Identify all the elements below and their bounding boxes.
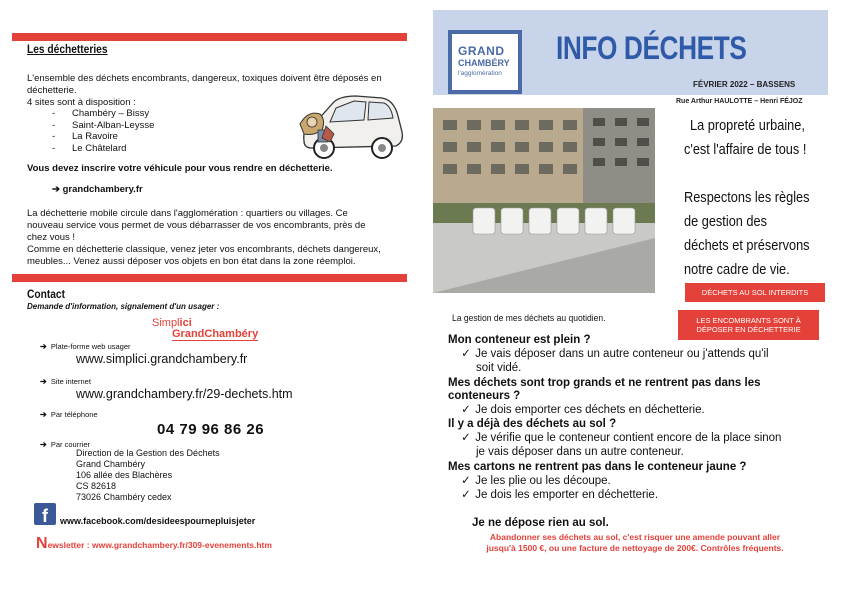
label: Par courrier (50, 440, 91, 449)
fine-warning (440, 532, 830, 554)
site-item: - La Ravoire (52, 131, 154, 143)
arrow-right-icon: ➔ (52, 184, 63, 195)
text-line: Comme en déchetterie classique, venez jeter vos encombrants, déchets dangereux, (27, 244, 381, 255)
site-item: - Chambéry – Bissy (52, 108, 154, 120)
faq-answer (448, 347, 818, 375)
rules-line: déchets et préservons (684, 238, 810, 254)
site-url[interactable]: www.grandchambery.fr/29-dechets.htm (76, 387, 293, 401)
arrow-right-icon: ➔ (40, 342, 47, 351)
text-line: nouveau service vous permet de vous débarrasser de vos encombrants, près de (27, 220, 366, 231)
check-icon: ✓ (461, 404, 471, 416)
facebook-icon[interactable]: f (34, 503, 56, 525)
arrow-right-icon: ➔ (40, 410, 47, 419)
web-platform-url[interactable]: www.simplici.grandchambery.fr (76, 352, 248, 366)
slogan-line-1: La propreté urbaine, (690, 118, 805, 134)
rules-line: de gestion des (684, 214, 768, 230)
faq-section (448, 334, 818, 502)
building-photo (433, 108, 655, 293)
no-ground-statement: Je ne dépose rien au sol. (472, 517, 609, 529)
question-line: Mes déchets sont trop grands et ne rentrent pas dans les (448, 377, 761, 389)
check-icon: ✓ (461, 489, 471, 501)
faq-question: Mon conteneur est plein ? (448, 334, 591, 346)
question-line: conteneurs ? (448, 390, 521, 402)
answer-text: Je vérifie que le conteneur contient encore de la place sinon (475, 432, 782, 444)
intro-line: L'ensemble des déchets encombrants, dangereux, toxiques doivent être déposés en (27, 73, 382, 84)
section-divider-contact (12, 274, 407, 282)
address-line: CS 82618 (76, 481, 117, 491)
daily-management-heading: La gestion de mes déchets au quotidien. (452, 313, 606, 324)
rules-line: notre cadre de vie. (684, 262, 790, 278)
postal-address (76, 448, 220, 503)
car-illustration (296, 86, 408, 166)
logo-text: GrandChambéry (172, 328, 259, 340)
logo-inner (452, 34, 518, 90)
address-line: 106 allée des Blachères (76, 470, 173, 480)
warning-line: Abandonner ses déchets au sol, c'est risquer une amende pouvant aller (489, 532, 781, 542)
arrow-right-icon: ➔ (40, 440, 47, 449)
answer-text: Je les plie ou les découpe. (475, 475, 611, 487)
rules-line: Respectons les règles (684, 190, 810, 206)
check-icon: ✓ (461, 432, 471, 444)
text-line: chez vous ! (27, 232, 76, 243)
site-label (40, 377, 91, 386)
site-item: - Le Châtelard (52, 143, 154, 155)
link-text[interactable]: grandchambery.fr (62, 184, 143, 195)
arrow-right-icon: ➔ (40, 377, 47, 386)
faq-answer (448, 403, 818, 417)
date-location: FÉVRIER 2022 – BASSENS (693, 80, 796, 89)
simplici-logo (152, 318, 258, 341)
answer-text: Je vais déposer dans un autre conteneur ou j'attends qu'il (475, 348, 769, 360)
grand-chambery-logo (448, 30, 522, 94)
check-icon: ✓ (461, 348, 471, 360)
section-divider-top (12, 33, 407, 41)
sites-list (52, 108, 154, 154)
logo-text: CHAMBÉRY (458, 58, 510, 68)
label: Plate-forme web usager (50, 342, 131, 351)
logo-text: ici (179, 317, 192, 329)
intro-line: déchetterie. (27, 85, 77, 96)
street-names: Rue Arthur HAULOTTE – Henri FÉJOZ (676, 98, 803, 105)
contact-title: Contact (27, 287, 65, 301)
dechetteries-title: Les déchetteries (27, 42, 108, 56)
rules-text (684, 186, 810, 282)
phone-number[interactable]: 04 79 96 86 26 (157, 421, 265, 438)
contact-subtitle: Demande d'information, signalement d'un usager : (27, 302, 220, 311)
label: Site internet (50, 377, 91, 386)
logo-text: l'agglomération (458, 70, 502, 77)
faq-answer (448, 488, 818, 502)
site-item: - Saint-Alban-Leysse (52, 120, 154, 132)
phone-label (40, 410, 98, 419)
label: Par téléphone (50, 410, 98, 419)
faq-question (448, 377, 818, 403)
warning-line: jusqu'à 1500 €, ou une facture de nettoyage de 200€. Contrôles fréquents. (486, 543, 784, 553)
address-line: 73026 Chambéry cedex (76, 492, 172, 502)
grandchambery-link[interactable] (52, 184, 143, 196)
slogan-line-2: c'est l'affaire de tous ! (684, 142, 807, 158)
newsletter-text[interactable]: ewsletter : www.grandchambery.fr/309-evenements.htm (47, 540, 272, 550)
intro-line: 4 sites sont à disposition : (27, 97, 136, 108)
faq-question: Il y a déjà des déchets au sol ? (448, 418, 617, 430)
check-icon: ✓ (461, 475, 471, 487)
register-notice: Vous devez inscrire votre véhicule pour vous rendre en déchetterie. (27, 163, 333, 174)
faq-question: Mes cartons ne rentrent pas dans le conteneur jaune ? (448, 461, 747, 473)
text-line: La déchetterie mobile circule dans l'agglomération : quartiers ou villages. Ce (27, 208, 348, 219)
faq-answer (448, 474, 818, 488)
mobile-dechetterie-text (27, 208, 407, 268)
facebook-link[interactable]: www.facebook.com/desideespournepluisjeter (60, 516, 256, 526)
badge-no-ground-waste: DÉCHETS AU SOL INTERDITS (685, 283, 825, 302)
info-dechets-title: INFO DÉCHETS (556, 30, 747, 66)
web-platform-label (40, 342, 131, 351)
badge-line: DÉPOSER EN DÉCHETTERIE (696, 325, 801, 334)
logo-text: GRAND (458, 44, 505, 58)
answer-text: soit vidé. (476, 362, 522, 374)
faq-answer (448, 431, 818, 459)
text-line: meubles... Venez aussi déposer vos objets en bon état dans la zone réemploi. (27, 256, 356, 267)
address-line: Grand Chambéry (76, 459, 146, 469)
logo-text: Simpl (152, 317, 180, 329)
answer-text: je vais déposer dans un autre conteneur. (476, 446, 684, 458)
badge-line: LES ENCOMBRANTS SONT À (696, 316, 801, 325)
building-photo-art (433, 108, 655, 293)
newsletter-letter: N (36, 535, 48, 552)
answer-text: Je dois emporter ces déchets en déchetterie. (475, 404, 705, 416)
answer-text: Je dois les emporter en déchetterie. (475, 489, 659, 501)
newsletter-link[interactable] (36, 535, 272, 553)
address-line: Direction de la Gestion des Déchets (76, 448, 220, 458)
